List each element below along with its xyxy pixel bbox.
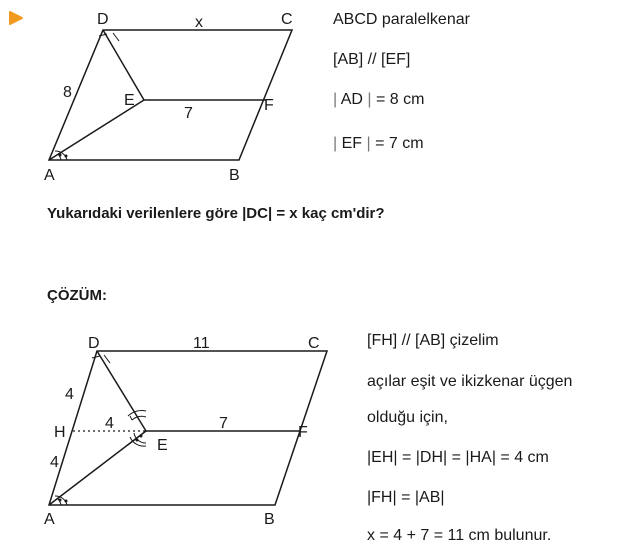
label-d: D bbox=[88, 335, 100, 352]
label-a: A bbox=[44, 511, 55, 528]
parallelogram-figure-1 bbox=[0, 0, 330, 190]
label-b: B bbox=[264, 511, 275, 528]
segment-ha-value: 4 bbox=[50, 454, 59, 471]
label-e: E bbox=[157, 437, 168, 454]
given-ad-length: | AD | = 8 cm bbox=[333, 91, 425, 108]
label-e: E bbox=[124, 92, 135, 109]
label-a: A bbox=[44, 167, 55, 184]
side-dc-value: 11 bbox=[193, 335, 210, 352]
label-b: B bbox=[229, 167, 240, 184]
question-text: Yukarıdaki verilenlere göre |DC| = x kaç cm'dir? bbox=[47, 205, 385, 222]
parallelogram-figure-2 bbox=[0, 320, 345, 540]
segment-ef-value: 7 bbox=[219, 415, 228, 432]
solution-line-6: x = 4 + 7 = 11 cm bulunur. bbox=[367, 527, 552, 544]
label-f: F bbox=[298, 424, 308, 441]
given-parallel: [AB] // [EF] bbox=[333, 51, 411, 68]
segment-dh-value: 4 bbox=[65, 386, 74, 403]
segment-ef-value: 7 bbox=[184, 105, 193, 122]
solution-line-1: [FH] // [AB] çizelim bbox=[367, 332, 499, 349]
label-c: C bbox=[308, 335, 320, 352]
given-parallelogram: ABCD paralelkenar bbox=[333, 11, 470, 28]
given-ef-length: | EF | = 7 cm bbox=[333, 135, 424, 152]
side-dc-value: x bbox=[195, 14, 203, 31]
solution-line-4: |EH| = |DH| = |HA| = 4 cm bbox=[367, 449, 549, 466]
label-d: D bbox=[97, 11, 109, 28]
label-f: F bbox=[264, 97, 274, 114]
label-h: H bbox=[54, 424, 66, 441]
solution-line-2: açılar eşit ve ikizkenar üçgen bbox=[367, 373, 573, 390]
solution-heading: ÇÖZÜM: bbox=[47, 287, 107, 304]
label-c: C bbox=[281, 11, 293, 28]
solution-line-5: |FH| = |AB| bbox=[367, 489, 445, 506]
side-ad-value: 8 bbox=[63, 84, 72, 101]
segment-he-value: 4 bbox=[105, 415, 114, 432]
solution-line-3: olduğu için, bbox=[367, 409, 448, 426]
